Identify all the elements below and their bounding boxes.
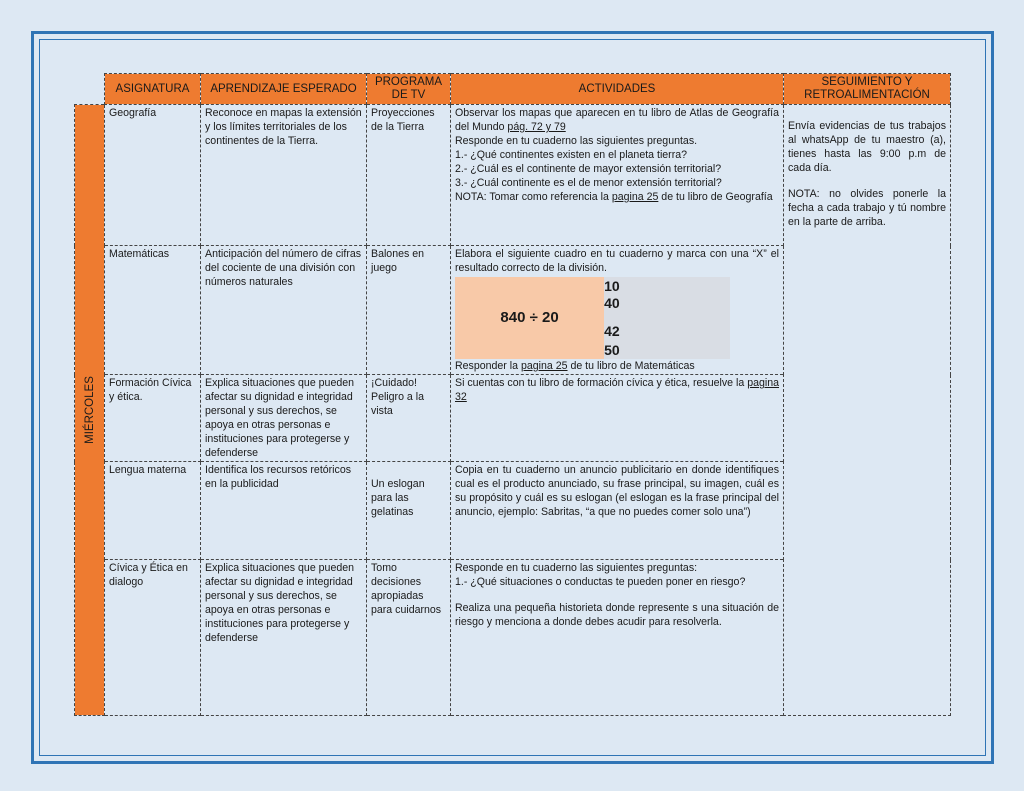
programa-cell [367,462,451,560]
lesson-plan-table [74,73,951,716]
asignatura-cell: Lengua materna [105,462,201,560]
note-text: de tu libro de Geografía [658,191,773,203]
page-reference: pagina 25 [611,191,659,203]
page-reference: pagina 32 [455,377,779,403]
question-item: 2.- ¿Cuál es el continente de mayor extensión territorial? [455,163,722,175]
activity-text: Realiza una pequeña historieta donde represente s una situación de riesgo y menciona a donde debes acudir para resolverla. [455,602,779,628]
actividades-cell [451,246,784,375]
programa-cell: Tomo decisiones apropiadas para cuidarnos [367,560,451,716]
answer-option: 42 [604,321,662,340]
programa-cell: Proyecciones de la Tierra [367,105,451,246]
day-label: MIÉRCOLES [83,376,96,444]
asignatura-cell: Geografía [105,105,201,246]
header-actividades: ACTIVIDADES [451,74,784,105]
answer-mark-box [663,321,731,340]
actividades-cell [451,105,784,246]
table-row [75,105,951,246]
question-item: 3.- ¿Cuál continente es el de menor extensión territorial? [455,177,722,189]
actividades-cell [451,560,784,716]
header-aprendizaje: APRENDIZAJE ESPERADO [201,74,367,105]
programa-cell: Balones en juego [367,246,451,375]
aprendizaje-cell: Explica situaciones que pueden afectar su dignidad e integridad personal y sus derechos, se apoya en otras personas e instituciones para protegerse y defenderse [201,375,367,462]
activity-text: Responder la [455,360,521,372]
actividades-cell: Copia en tu cuaderno un anuncio publicitario en donde identifiques cual es el producto anunciado, su frase principal, su imagen, cuál es su propósito y cuál es su eslogan (el eslogan es la frase principal del anuncio, ejemplo: Sabritas, “a que no puedes comer solo una”) [451,462,784,560]
aprendizaje-cell: Explica situaciones que pueden afectar su dignidad e integridad personal y sus derechos, se apoya en otras personas e instituciones para protegerse y defenderse [201,560,367,716]
asignatura-cell: Formación Cívica y ética. [105,375,201,462]
answer-option: 40 [604,296,662,321]
question-item: 1.- ¿Qué situaciones o conductas te pueden poner en riesgo? [455,576,746,588]
programa-text: Un eslogan para las gelatinas [371,478,425,518]
activity-text: de tu libro de Matemáticas [567,360,695,372]
asignatura-cell: Matemáticas [105,246,201,375]
note-text: NOTA: Tomar como referencia la [455,191,612,203]
activity-text: Si cuentas con tu libro de formación cívica y ética, resuelve la [455,377,748,389]
answer-mark-box [663,277,731,296]
answer-option: 10 [604,277,662,296]
question-item: 1.- ¿Qué continentes existen en el planeta tierra? [455,149,688,161]
header-asignatura: ASIGNATURA [105,74,201,105]
division-exercise [455,277,730,359]
header-seguimiento: SEGUIMIENTO Y RETROALIMENTACIÓN [784,74,951,105]
answer-option: 50 [604,340,662,359]
aprendizaje-cell: Reconoce en mapas la extensión y los límites territoriales de los continentes de la Tierra. [201,105,367,246]
aprendizaje-cell: Anticipación del número de cifras del cociente de una división con números naturales [201,246,367,375]
programa-cell: ¡Cuidado! Peligro a la vista [367,375,451,462]
header-programa: PROGRAMA DE TV [367,74,451,105]
aprendizaje-cell: Identifica los recursos retóricos en la publicidad [201,462,367,560]
seguimiento-cell [784,105,951,716]
header-spacer [75,74,105,105]
activity-text: Elabora el siguiente cuadro en tu cuaderno y marca con una “X” el resultado correcto de la división. [455,248,779,274]
division-operation: 840 ÷ 20 [455,277,604,359]
activity-text: Observar los mapas que aparecen en tu libro de Atlas de Geografía del Mundo [455,107,779,133]
page-reference: pág. 72 y 79 [507,121,566,133]
activity-text: Responde en tu cuaderno las siguientes preguntas. [455,135,698,147]
seguimiento-text: Envía evidencias de tus trabajos al whatsApp de tu maestro (a), tienes hasta las 9:00 p.m de cada día. [788,120,946,174]
seguimiento-note: NOTA: no olvides ponerle la fecha a cada trabajo y tú nombre en la parte de arriba. [788,188,946,228]
page-reference: pagina 25 [520,360,568,372]
day-cell [75,105,105,716]
activity-text: Responde en tu cuaderno las siguientes preguntas: [455,562,698,574]
answer-mark-box [663,340,731,359]
asignatura-cell: Cívica y Ética en dialogo [105,560,201,716]
actividades-cell [451,375,784,462]
header-row [75,74,951,105]
answer-mark-box [663,296,731,321]
